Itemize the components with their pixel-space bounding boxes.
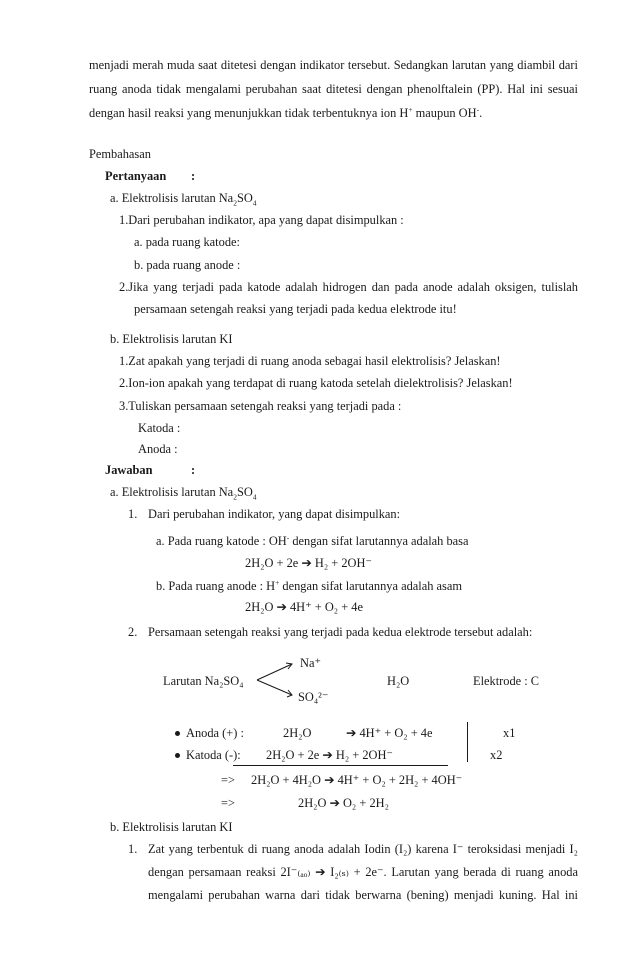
intro-line-2: ruang anoda tidak mengalami perubahan saat ditetesi dengan phenolftalein (PP). Hal ini sesuai <box>89 82 578 96</box>
answer-a-number-1: 1. <box>128 507 138 521</box>
answer-b-line-3: mengalami perubahan warna dari tidak berwarna (bening) menjadi kuning. Hal ini <box>148 888 578 902</box>
pertanyaan-label: Pertanyaan <box>105 169 167 183</box>
question-a-heading: a. Elektrolisis larutan $Na_2SO_4$ <box>110 191 257 208</box>
answer-b-line-2: dengan persamaan reaksi 2I⁻₍ₐₒ₎ ➔ I₂₍ₛ₎ + 2e⁻. Larutan yang berada di ruang anoda <box>148 865 578 879</box>
katoda-eq: 2H₂O + 2e ➔ H₂ + 2OH⁻ <box>266 748 393 762</box>
diagram-h2o: H₂O <box>387 674 410 688</box>
multiplier-divider <box>467 722 468 762</box>
sum-1-equation: 2H₂O + 4H₂O ➔ 4H⁺ + O₂ + 2H₂ + 4OH⁻ <box>251 773 463 787</box>
question-b-item-1: 1.Zat apakah yang terjadi di ruang anoda sebagai hasil elektrolisis? Jelaskan! <box>119 354 501 368</box>
pertanyaan-colon: : <box>191 169 196 183</box>
sum-rule <box>233 765 448 766</box>
intro-line-1: menjadi merah muda saat ditetesi dengan indikator tersebut. Sedangkan larutan yang diambil dari <box>89 58 578 72</box>
diagram-na-ion: Na⁺ <box>300 656 321 670</box>
answer-a-item-1: Dari perubahan indikator, yang dapat disimpulkan: <box>148 507 401 521</box>
question-b-anoda: Anoda : <box>138 442 178 456</box>
question-b-heading: b. Elektrolisis larutan KI <box>110 332 233 346</box>
question-a-item-2-line-1: 2.Jika yang terjadi pada katode adalah hidrogen dan pada anode adalah oksigen, tulislah <box>119 280 578 294</box>
answer-anode-line: b. Pada ruang anode : H+ dengan sifat larutannya adalah asam <box>156 577 462 593</box>
answer-b-heading: b. Elektrolisis larutan KI <box>110 820 233 834</box>
question-b-item-3: 3.Tuliskan persamaan setengah reaksi yang terjadi pada : <box>119 399 402 413</box>
diagram-split-arrows <box>256 660 296 700</box>
diagram-elektrode: Elektrode : C <box>473 674 540 688</box>
jawaban-colon: : <box>191 463 196 477</box>
diagram-so4-ion: SO₄²⁻ <box>298 690 329 704</box>
question-a-item-1: 1.Dari perubahan indikator, apa yang dapat disimpulkan : <box>119 213 404 227</box>
pembahasan-heading: Pembahasan <box>89 147 151 161</box>
answer-b-line-1: Zat yang terbentuk di ruang anoda adalah Iodin (I₂) karena I⁻ teroksidasi menjadi I₂ <box>148 842 578 856</box>
answer-anode-equation: 2H₂O ➔ 4H⁺ + O₂ + 4e <box>245 600 364 614</box>
anoda-eq-right: ➔ 4H⁺ + O₂ + 4e <box>346 726 433 740</box>
bullet-anoda <box>175 731 180 736</box>
anoda-label: Anoda (+) : <box>186 726 244 740</box>
intro-line-3: dengan hasil reaksi yang menunjukkan tidak terbentuknya ion H+ maupun OH-. <box>89 104 483 120</box>
answer-katode-equation: 2H₂O + 2e ➔ H₂ + 2OH⁻ <box>245 556 372 570</box>
sum-1-arrow: => <box>221 773 235 787</box>
katoda-label: Katoda (-): <box>186 748 241 762</box>
answer-a-number-2: 2. <box>128 625 138 639</box>
answer-a-item-2: Persamaan setengah reaksi yang terjadi pada kedua elektrode tersebut adalah: <box>148 625 533 639</box>
katoda-multiplier: x2 <box>490 748 503 762</box>
answer-b-number-1: 1. <box>128 842 138 856</box>
anoda-eq-left: 2H₂O <box>283 726 312 740</box>
jawaban-label: Jawaban <box>105 463 153 477</box>
bullet-katoda <box>175 753 180 758</box>
anoda-multiplier: x1 <box>503 726 516 740</box>
question-a-item-1a: a. pada ruang katode: <box>134 235 240 249</box>
diagram-larutan: Larutan Na₂SO₄ <box>163 674 244 688</box>
sum-2-equation: 2H₂O ➔ O₂ + 2H₂ <box>298 796 389 810</box>
question-a-item-2-line-2: persamaan setengah reaksi yang terjadi pada kedua elektrode itu! <box>134 302 457 316</box>
question-b-katoda: Katoda : <box>138 421 181 435</box>
question-b-item-2: 2.Ion-ion apakah yang terdapat di ruang katoda setelah dielektrolisis? Jelaskan! <box>119 376 513 390</box>
sum-2-arrow: => <box>221 796 235 810</box>
answer-a-heading: a. Elektrolisis larutan $Na_2SO_4$ <box>110 485 257 502</box>
answer-katode-line: a. Pada ruang katode : OH- dengan sifat larutannya adalah basa <box>156 532 469 548</box>
question-a-item-1b: b. pada ruang anode : <box>134 258 241 272</box>
